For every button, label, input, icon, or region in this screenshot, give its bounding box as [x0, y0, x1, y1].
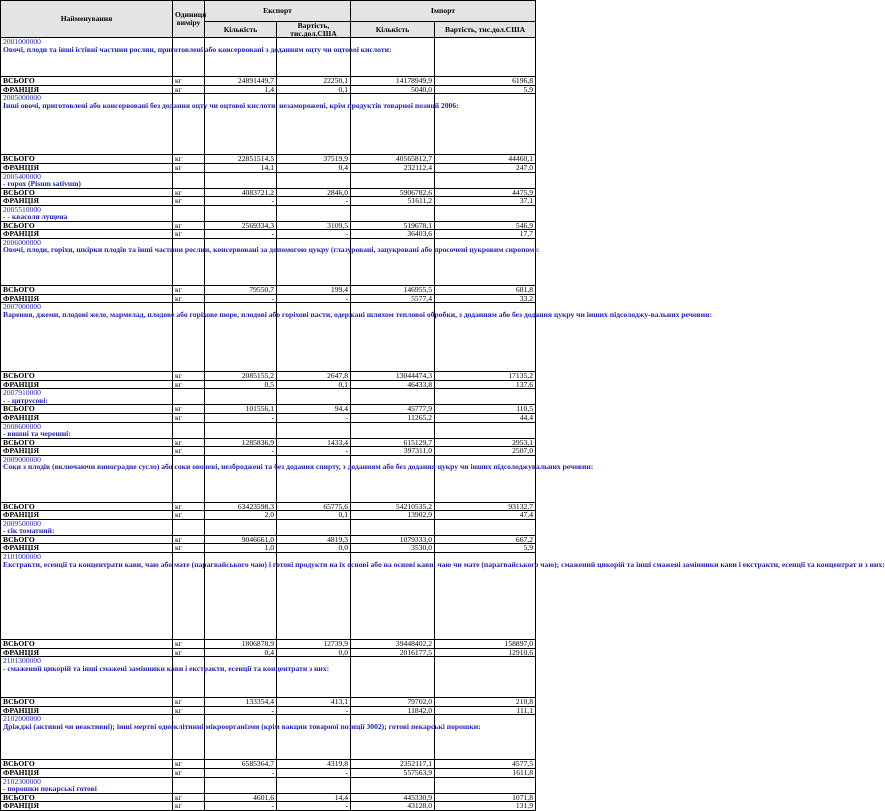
export-qty-cell: - [205, 802, 277, 811]
unit-cell: кг [173, 221, 205, 230]
product-name: Інші овочі, приготовлені або консервовані без додання оцту чи оцтової кислоти, незаморожені, крім продуктів товарної позиції 2006: [3, 100, 459, 110]
product-code: 2007910000 [3, 388, 41, 398]
total-label: ВСЬОГО [1, 155, 173, 164]
unit-cell: кг [173, 188, 205, 197]
product-code: 2008600000 [3, 421, 41, 431]
product-code: 2006000000 [3, 237, 41, 247]
france-row [1, 413, 536, 422]
product-description [1, 302, 712, 372]
product-description [1, 454, 594, 502]
france-row [1, 706, 536, 715]
product-row [1, 205, 536, 221]
empty-cell [351, 205, 435, 221]
import-value-cell: 1071,8 [435, 793, 536, 802]
export-qty-cell: 6585364,7 [205, 760, 277, 769]
import-value-cell: 111,1 [435, 706, 536, 715]
total-label: ВСЬОГО [1, 793, 173, 802]
product-code: 2001000000 [3, 37, 41, 47]
product-code: 2101300000 [3, 656, 41, 666]
product-name: - - цитрусові: [3, 395, 48, 405]
product-name: - горох (Pisum sativum) [3, 179, 81, 189]
empty-cell [435, 205, 536, 221]
import-value-cell: 17,7 [435, 230, 536, 239]
unit-cell: кг [173, 372, 205, 381]
export-value-cell: 65775,6 [277, 502, 351, 511]
import-qty-cell: 3530,0 [351, 544, 435, 553]
empty-cell [435, 519, 536, 535]
total-label: ВСЬОГО [1, 760, 173, 769]
product-description [1, 237, 540, 285]
empty-cell [435, 657, 536, 698]
header-name: Найменування [1, 1, 173, 38]
empty-cell [173, 777, 205, 793]
product-description [1, 714, 481, 760]
export-value-cell: 2647,8 [277, 372, 351, 381]
unit-cell: кг [173, 793, 205, 802]
import-value-cell: 110,5 [435, 405, 536, 414]
import-qty-cell: 5577,4 [351, 294, 435, 303]
france-row [1, 447, 536, 456]
empty-cell [277, 205, 351, 221]
export-qty-cell: 133354,4 [205, 698, 277, 707]
import-value-cell: 44460,1 [435, 155, 536, 164]
import-qty-cell: 2016177,5 [351, 648, 435, 657]
import-qty-cell: 51611,2 [351, 197, 435, 206]
total-row [1, 760, 536, 769]
product-name: - сік томатний: [3, 526, 55, 536]
import-qty-cell: 39448402,2 [351, 640, 435, 649]
header-import-qty: Кількість [351, 22, 435, 38]
import-qty-cell: 79702,0 [351, 698, 435, 707]
import-qty-cell: 557563,9 [351, 769, 435, 778]
export-value-cell: 37519,9 [277, 155, 351, 164]
export-value-cell: - [277, 769, 351, 778]
header-unit: Одиниця виміру [173, 1, 205, 38]
import-value-cell: 4475,9 [435, 188, 536, 197]
table-body [1, 37, 885, 811]
import-qty-cell: 45777,9 [351, 405, 435, 414]
product-row [1, 38, 536, 77]
product-name: - порошки пекарські готові [3, 784, 97, 794]
total-row [1, 405, 536, 414]
france-row [1, 544, 536, 553]
unit-cell: кг [173, 760, 205, 769]
product-row [1, 238, 536, 285]
product-name: - вишні та черешні: [3, 429, 71, 438]
product-row [1, 777, 536, 793]
france-label: ФРАНЦІЯ [1, 85, 173, 94]
export-value-cell: - [277, 447, 351, 456]
export-value-cell: 2846,0 [277, 188, 351, 197]
import-qty-cell: 14178949,9 [351, 77, 435, 86]
empty-cell [205, 422, 277, 438]
import-qty-cell: 2352117,1 [351, 760, 435, 769]
export-qty-cell: 2085155,2 [205, 372, 277, 381]
total-row [1, 438, 536, 447]
export-value-cell: 0,1 [277, 511, 351, 520]
france-row [1, 294, 536, 303]
import-qty-cell: 615129,7 [351, 438, 435, 447]
product-description [1, 389, 173, 405]
product-row [1, 172, 536, 188]
empty-cell [205, 38, 277, 77]
export-qty-cell: 1,4 [205, 85, 277, 94]
unit-cell: кг [173, 405, 205, 414]
export-qty-cell: 0,4 [205, 648, 277, 657]
empty-cell [205, 519, 277, 535]
import-qty-cell: 40565812,7 [351, 155, 435, 164]
import-value-cell: 5,9 [435, 544, 536, 553]
france-label: ФРАНЦІЯ [1, 706, 173, 715]
total-row [1, 77, 536, 86]
france-row [1, 85, 536, 94]
import-value-cell: 37,1 [435, 197, 536, 206]
france-row [1, 511, 536, 520]
export-value-cell: - [277, 230, 351, 239]
unit-cell: кг [173, 85, 205, 94]
import-value-cell: 247,0 [435, 163, 536, 172]
product-name: Овочі, плоди, горіхи, шкірки плодів та інші частини рослин, консервовані за допомогою цукру (глазуровані, зацукровані або просочені цукровим сиропом): [3, 245, 540, 255]
product-row [1, 303, 536, 372]
total-label: ВСЬОГО [1, 405, 173, 414]
total-label: ВСЬОГО [1, 221, 173, 230]
export-qty-cell: 2569334,3 [205, 221, 277, 230]
empty-cell [435, 422, 536, 438]
header-import: Імпорт [351, 1, 536, 22]
unit-cell: кг [173, 535, 205, 544]
import-value-cell: 131,9 [435, 802, 536, 811]
unit-cell: кг [173, 438, 205, 447]
product-row [1, 389, 536, 405]
unit-cell: кг [173, 413, 205, 422]
total-label: ВСЬОГО [1, 188, 173, 197]
unit-cell: кг [173, 155, 205, 164]
export-qty-cell: 1806878,9 [205, 640, 277, 649]
empty-cell [205, 172, 277, 188]
export-qty-cell: - [205, 447, 277, 456]
export-value-cell: - [277, 197, 351, 206]
france-label: ФРАНЦІЯ [1, 648, 173, 657]
import-value-cell: 5,9 [435, 85, 536, 94]
total-label: ВСЬОГО [1, 698, 173, 707]
export-qty-cell: 4601,6 [205, 793, 277, 802]
header-export-qty: Кількість [205, 22, 277, 38]
header-import-value: Вартість, тис.дол.США [435, 22, 536, 38]
france-label: ФРАНЦІЯ [1, 544, 173, 553]
empty-cell [277, 172, 351, 188]
export-qty-cell: - [205, 294, 277, 303]
empty-cell [277, 519, 351, 535]
export-value-cell: - [277, 706, 351, 715]
import-value-cell: 17135,2 [435, 372, 536, 381]
unit-cell: кг [173, 640, 205, 649]
export-qty-cell: 1,0 [205, 544, 277, 553]
export-qty-cell: 79550,7 [205, 285, 277, 294]
total-row [1, 640, 536, 649]
product-row [1, 422, 536, 438]
export-qty-cell: 63423598,3 [205, 502, 277, 511]
import-value-cell: 210,8 [435, 698, 536, 707]
import-value-cell: 44,4 [435, 413, 536, 422]
import-qty-cell: 46433,8 [351, 380, 435, 389]
empty-cell [351, 172, 435, 188]
export-value-cell: 1433,4 [277, 438, 351, 447]
import-qty-cell: 146955,5 [351, 285, 435, 294]
empty-cell [173, 389, 205, 405]
france-label: ФРАНЦІЯ [1, 769, 173, 778]
france-label: ФРАНЦІЯ [1, 413, 173, 422]
product-code: 2009500000 [3, 518, 41, 528]
export-qty-cell: - [205, 706, 277, 715]
import-qty-cell: 445330,9 [351, 793, 435, 802]
empty-cell [435, 172, 536, 188]
unit-cell: кг [173, 380, 205, 389]
total-label: ВСЬОГО [1, 372, 173, 381]
unit-cell: кг [173, 77, 205, 86]
total-label: ВСЬОГО [1, 77, 173, 86]
product-code: 2101000000 [3, 552, 41, 562]
export-qty-cell: - [205, 769, 277, 778]
export-value-cell: 94,4 [277, 405, 351, 414]
export-qty-cell: - [205, 197, 277, 206]
import-value-cell: 667,2 [435, 535, 536, 544]
unit-cell: кг [173, 294, 205, 303]
import-qty-cell: 397311,0 [351, 447, 435, 456]
empty-cell [173, 172, 205, 188]
export-value-cell: 0,1 [277, 85, 351, 94]
empty-cell [205, 389, 277, 405]
product-row [1, 455, 536, 502]
unit-cell: кг [173, 197, 205, 206]
product-description [1, 552, 885, 640]
empty-cell [351, 38, 435, 77]
export-qty-cell: 0,5 [205, 380, 277, 389]
export-value-cell: 3109,5 [277, 221, 351, 230]
empty-cell [173, 205, 205, 221]
product-code: 2005000000 [3, 93, 41, 103]
empty-cell [205, 205, 277, 221]
product-description [1, 172, 173, 188]
import-value-cell: 546,9 [435, 221, 536, 230]
export-value-cell: 12739,9 [277, 640, 351, 649]
unit-cell: кг [173, 769, 205, 778]
export-value-cell: 0,0 [277, 544, 351, 553]
product-row [1, 715, 536, 760]
empty-cell [351, 777, 435, 793]
product-name: - смажений цикорій та інші смажені замінники кави і екстракти, есенції та концентрати з них: [3, 663, 330, 673]
product-description [1, 519, 173, 535]
total-label: ВСЬОГО [1, 285, 173, 294]
export-value-cell: 4319,8 [277, 760, 351, 769]
france-row [1, 230, 536, 239]
import-value-cell: 158897,0 [435, 640, 536, 649]
empty-cell [351, 422, 435, 438]
product-code: 2009000000 [3, 454, 41, 464]
export-value-cell: 0,0 [277, 648, 351, 657]
header-export: Експорт [205, 1, 351, 22]
empty-cell [277, 777, 351, 793]
import-qty-cell: 13902,9 [351, 511, 435, 520]
export-value-cell: 0,4 [277, 163, 351, 172]
import-qty-cell: 11842,0 [351, 706, 435, 715]
import-value-cell: 681,8 [435, 285, 536, 294]
import-value-cell: 33,2 [435, 294, 536, 303]
france-label: ФРАНЦІЯ [1, 230, 173, 239]
import-qty-cell: 43128,0 [351, 802, 435, 811]
empty-cell [277, 389, 351, 405]
product-name: - - квасоля лущена [3, 212, 68, 222]
france-row [1, 769, 536, 778]
total-label: ВСЬОГО [1, 640, 173, 649]
export-value-cell: 413,1 [277, 698, 351, 707]
import-qty-cell: 5040,0 [351, 85, 435, 94]
export-qty-cell: 1285836,9 [205, 438, 277, 447]
export-value-cell: 14,4 [277, 793, 351, 802]
total-label: ВСЬОГО [1, 535, 173, 544]
export-value-cell: 0,1 [277, 380, 351, 389]
product-description [1, 656, 330, 698]
total-row [1, 188, 536, 197]
product-description [1, 422, 173, 438]
unit-cell: кг [173, 802, 205, 811]
empty-cell [351, 657, 435, 698]
unit-cell: кг [173, 544, 205, 553]
product-name: Овочі, плоди та інші їстівні частини рослин, приготовлені або консервовані з доданням оцту чи оцтової кислоти: [3, 44, 392, 54]
product-row [1, 553, 536, 640]
total-row [1, 372, 536, 381]
empty-cell [277, 38, 351, 77]
import-qty-cell: 5906782,6 [351, 188, 435, 197]
import-qty-cell: 13044474,3 [351, 372, 435, 381]
total-row [1, 285, 536, 294]
empty-cell [173, 38, 205, 77]
import-value-cell: 2507,0 [435, 447, 536, 456]
empty-cell [205, 777, 277, 793]
export-value-cell: - [277, 802, 351, 811]
export-value-cell: - [277, 294, 351, 303]
import-value-cell: 93132,7 [435, 502, 536, 511]
product-description [1, 205, 173, 221]
product-description [1, 37, 392, 77]
product-name: Соки з плодів (включаючи виноградне сусло) або соки овочеві, незброджені та без додання спирту, з доданням або без додання цукру чи інших підсолоджувальних речовин: [3, 462, 594, 472]
product-code: 2102000000 [3, 714, 41, 724]
export-value-cell: 22250,1 [277, 77, 351, 86]
export-value-cell: 199,4 [277, 285, 351, 294]
product-code: 2007000000 [3, 302, 41, 312]
import-value-cell: 47,4 [435, 511, 536, 520]
unit-cell: кг [173, 163, 205, 172]
import-value-cell: 12910,6 [435, 648, 536, 657]
unit-cell: кг [173, 511, 205, 520]
unit-cell: кг [173, 502, 205, 511]
empty-cell [277, 422, 351, 438]
empty-cell [351, 519, 435, 535]
export-qty-cell: 9046661,0 [205, 535, 277, 544]
france-label: ФРАНЦІЯ [1, 163, 173, 172]
france-label: ФРАНЦІЯ [1, 197, 173, 206]
total-row [1, 698, 536, 707]
empty-cell [173, 422, 205, 438]
export-value-cell: - [277, 413, 351, 422]
france-label: ФРАНЦІЯ [1, 380, 173, 389]
empty-cell [173, 519, 205, 535]
product-description [1, 777, 173, 793]
export-qty-cell: 22851514,5 [205, 155, 277, 164]
unit-cell: кг [173, 285, 205, 294]
import-qty-cell: 232112,4 [351, 163, 435, 172]
product-name: Екстракти, есенції та концентрати кави, чаю або мате (парагвайського чаю) і готові продукти на їх основі або на основі кави, чаю чи мате (парагвайського чаю); смажений цикорій та інші смажені замінники кави і екстракти, есенції та концентрат и з них: [3, 559, 885, 569]
unit-cell: кг [173, 230, 205, 239]
france-label: ФРАНЦІЯ [1, 447, 173, 456]
total-row [1, 793, 536, 802]
product-name: Дріжджі (активні чи неактивні); інші мертві одноклітинні мікроорганізми (крім вакцин товарної позиції 3002); готові пекарські порошки: [3, 721, 481, 731]
import-qty-cell: 54210535,2 [351, 502, 435, 511]
export-qty-cell: 14,1 [205, 163, 277, 172]
import-qty-cell: 1079333,0 [351, 535, 435, 544]
unit-cell: кг [173, 447, 205, 456]
import-qty-cell: 36403,6 [351, 230, 435, 239]
export-value-cell: 4819,3 [277, 535, 351, 544]
import-value-cell: 4577,5 [435, 760, 536, 769]
product-row [1, 519, 536, 535]
import-value-cell: 2953,1 [435, 438, 536, 447]
france-row [1, 802, 536, 811]
unit-cell: кг [173, 706, 205, 715]
export-qty-cell: - [205, 230, 277, 239]
empty-cell [435, 38, 536, 77]
france-row [1, 648, 536, 657]
unit-cell: кг [173, 698, 205, 707]
france-label: ФРАНЦІЯ [1, 511, 173, 520]
import-value-cell: 1611,8 [435, 769, 536, 778]
product-code: 2102300000 [3, 776, 41, 786]
header-export-value: Вартість, тис.дол.США [277, 22, 351, 38]
export-qty-cell: - [205, 413, 277, 422]
import-qty-cell: 519678,1 [351, 221, 435, 230]
empty-cell [435, 389, 536, 405]
france-row [1, 163, 536, 172]
total-label: ВСЬОГО [1, 502, 173, 511]
product-code: 2005510000 [3, 204, 41, 214]
import-value-cell: 6196,8 [435, 77, 536, 86]
import-qty-cell: 11265,2 [351, 413, 435, 422]
france-row [1, 380, 536, 389]
import-value-cell: 137,6 [435, 380, 536, 389]
export-qty-cell: 24891449,7 [205, 77, 277, 86]
product-row [1, 94, 536, 155]
product-name: Варення, джеми, плодові желе, мармелад, плодове або горіхове пюре, плодові або горіхові пасти, одержані шляхом теплової обробки, з доданням або без додання цукру чи інших підсолоджу-вальних речовин: [3, 309, 712, 319]
total-row [1, 221, 536, 230]
france-label: ФРАНЦІЯ [1, 294, 173, 303]
total-label: ВСЬОГО [1, 438, 173, 447]
product-description [1, 93, 459, 155]
product-row [1, 657, 536, 698]
empty-cell [435, 777, 536, 793]
france-label: ФРАНЦІЯ [1, 802, 173, 811]
france-row [1, 197, 536, 206]
export-qty-cell: 101556,1 [205, 405, 277, 414]
empty-cell [351, 389, 435, 405]
unit-cell: кг [173, 648, 205, 657]
product-code: 2005400000 [3, 171, 41, 181]
export-qty-cell: 4083721,2 [205, 188, 277, 197]
export-qty-cell: 2,0 [205, 511, 277, 520]
